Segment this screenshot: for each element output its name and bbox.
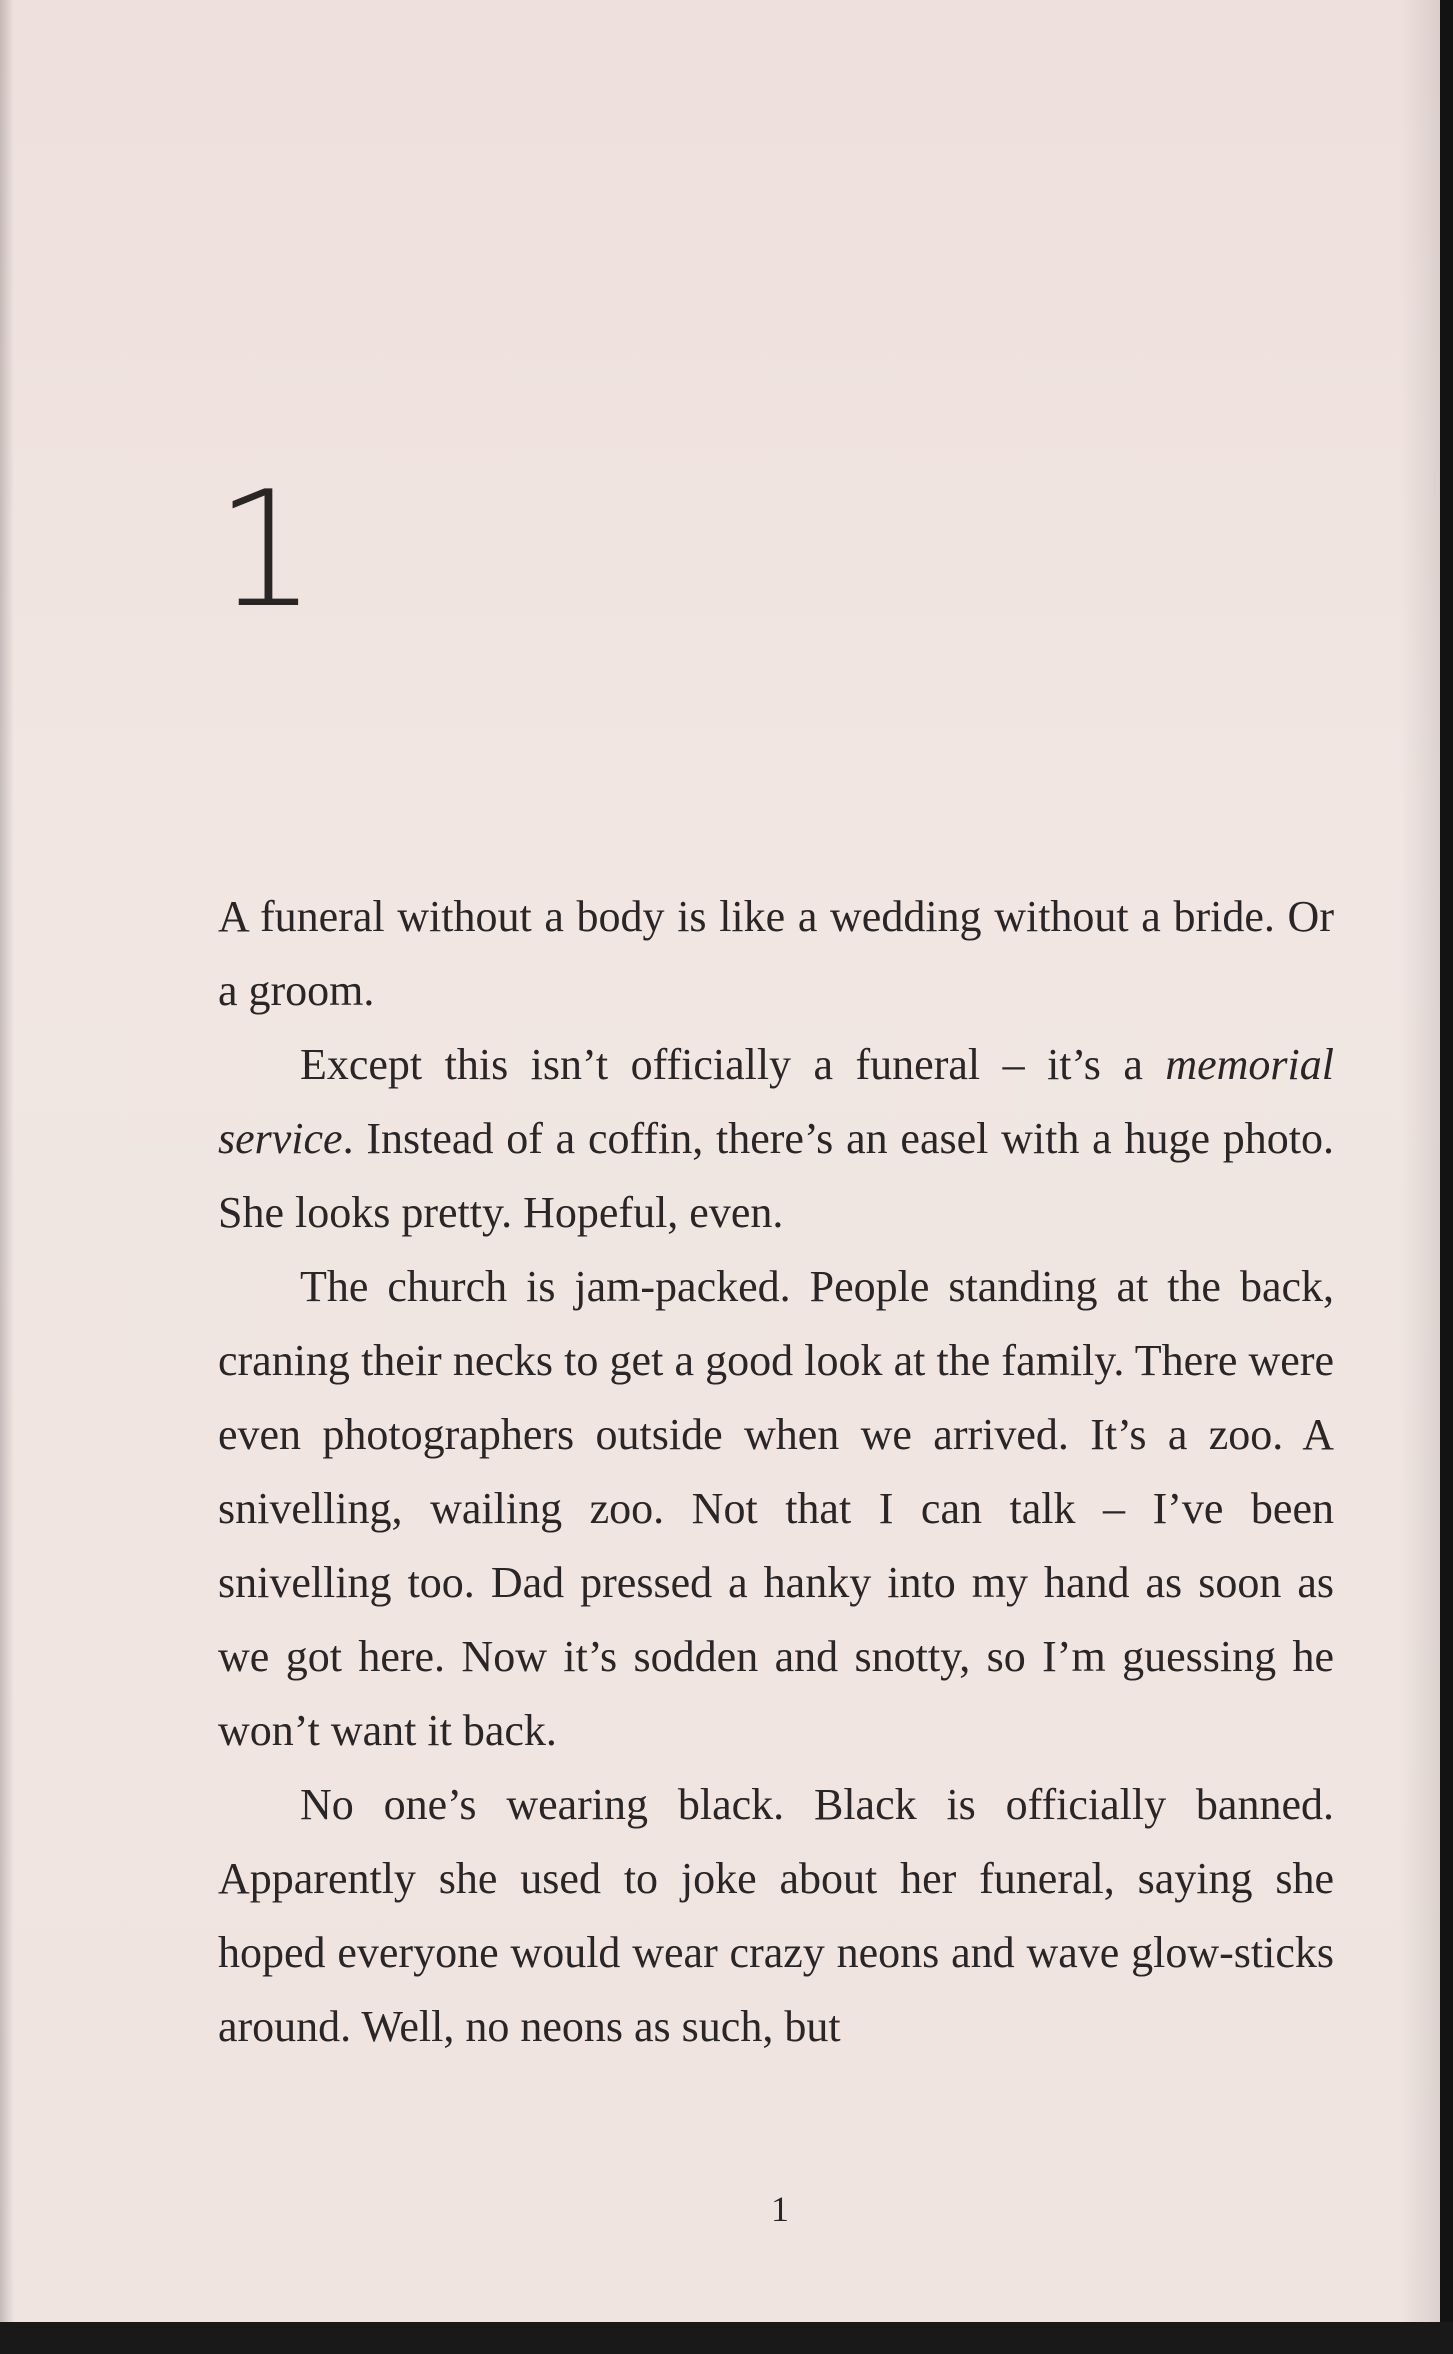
page-edge-shadow-left: [0, 0, 14, 2322]
chapter-body: [218, 880, 1334, 2064]
scan-border-right: [1440, 0, 1453, 2354]
paragraph-2-italic: memorial service: [218, 1040, 1334, 1163]
page-edge-shadow-right: [1400, 0, 1440, 2322]
paragraph-2: [218, 1028, 1334, 1250]
scan-border-bottom: [0, 2322, 1453, 2354]
page-number: 1: [771, 2189, 789, 2229]
paragraph-3: The church is jam-packed. People standing at the back, craning their necks to get a good look at the family. There were even photographers outside when we arrived. It’s a zoo. A snivelling, wailing zoo. Not that I can talk – I’ve been snivelling too. Dad pressed a hanky into my hand as soon as we got here. Now it’s sodden and snotty, so I’m guessing he won’t want it back.: [218, 1262, 1334, 1755]
chapter-number: 1: [215, 456, 317, 643]
paragraph-4: No one’s wearing black. Black is officially banned. Apparently she used to joke about her funeral, saying she hoped everyone would wear crazy neons and wave glow-sticks around. Well, no neons as such, but: [218, 1780, 1334, 2051]
paragraph-1: A funeral without a body is like a wedding without a bride. Or a groom.: [218, 892, 1334, 1015]
paragraph-2-text-before: Except this isn’t officially a funeral – it’s a: [300, 1040, 1166, 1089]
paragraph-2-text-after: . Instead of a coffin, there’s an easel with a huge photo. She looks pretty. Hopeful, even.: [218, 1114, 1334, 1237]
